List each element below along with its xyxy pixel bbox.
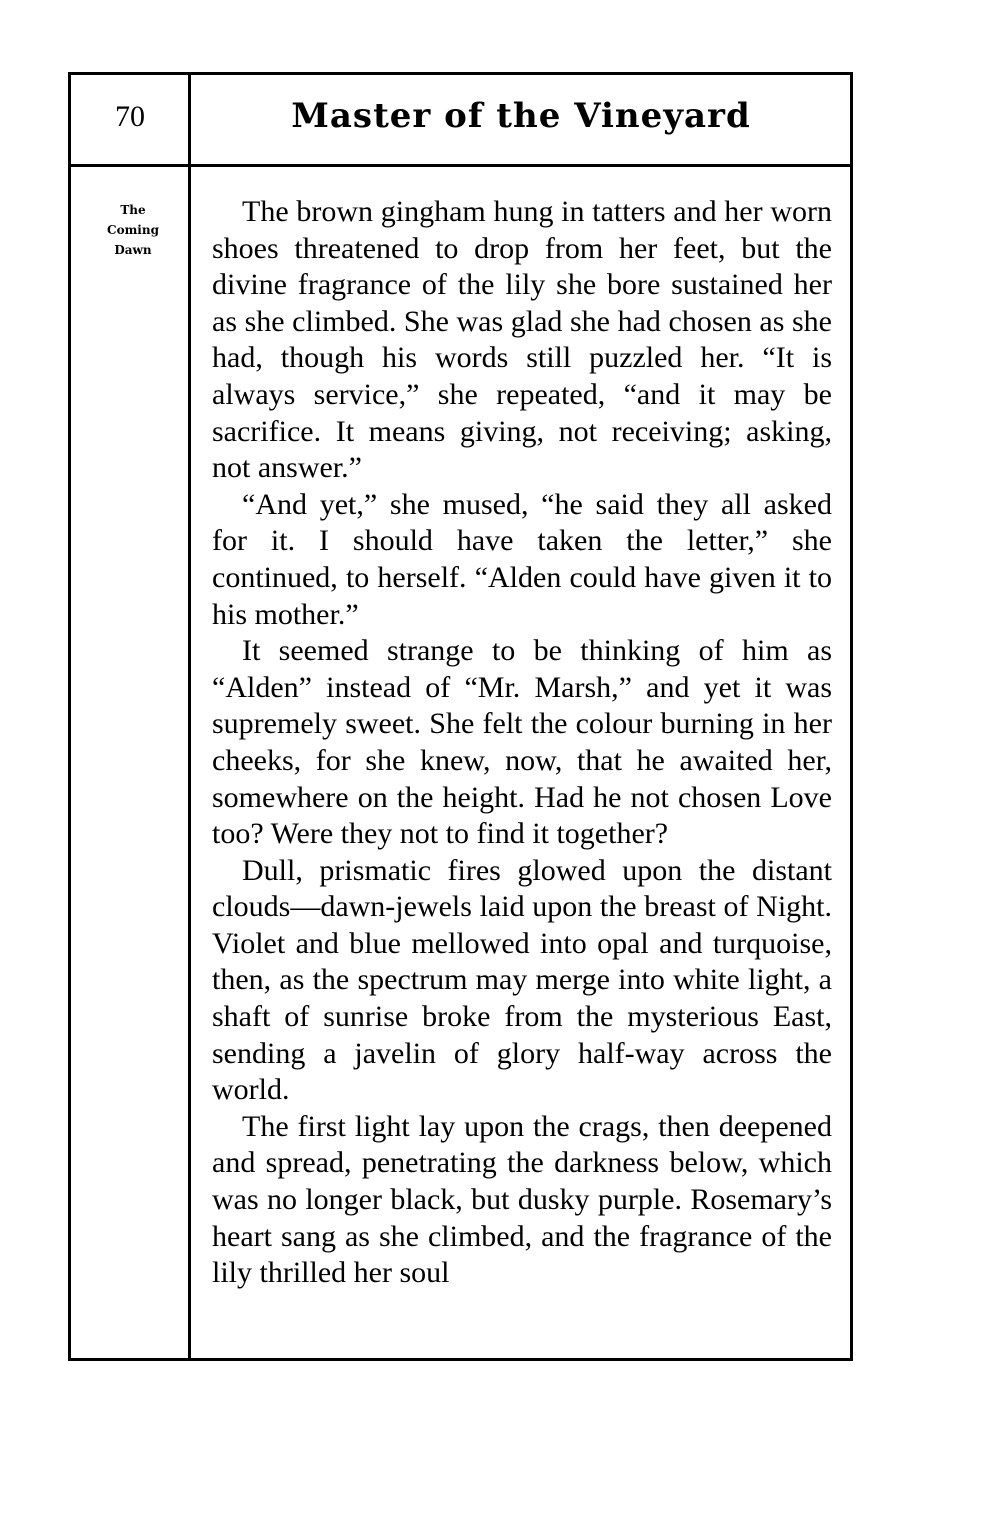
running-title: Master of the Vineyard: [291, 96, 751, 136]
paragraph: The first light lay upon the crags, then deepened and spread, penetrating the darkness below, which was no longer black, but dusky purple. Rosemary’s heart sang as she climbed, and the fragrance of the lily thrilled her soul: [212, 1109, 832, 1290]
paragraph: The brown gingham hung in tatters and her worn shoes threatened to drop from her feet, but the divine fragrance of the lily she bore sustained her as she climbed. She was glad she had chosen as she had, though his words still puzzled her. “It is always service,” she repeated, “and it may be sacrifice. It means giving, not receiving; asking, not answer.”: [212, 195, 832, 485]
side-note-line: The: [120, 203, 146, 217]
page-number: 70: [115, 100, 145, 133]
paragraph: It seemed strange to be thinking of him as “Alden” instead of “Mr. Marsh,” and yet it was supremely sweet. She felt the colour burning in her cheeks, for she knew, now, that he awaited her, somewhere on the height. Had he not chosen Love too? Were they not to find it together?: [212, 634, 832, 851]
paragraph: Dull, prismatic fires glowed upon the distant clouds—dawn-jewels laid upon the breast of Night. Violet and blue mellowed into opal and turquoise, then, as the spectrum may merge into white light, a shaft of sunrise broke from the mysterious East, sending a javelin of glory half-way across the world.: [212, 853, 832, 1107]
side-note: [80, 200, 186, 260]
paragraph: “And yet,” she mused, “he said they all asked for it. I should have taken the letter,” she continued, to herself. “Alden could have given it to his mother.”: [212, 487, 832, 631]
header-divider: [68, 164, 853, 167]
margin-divider: [188, 72, 191, 1361]
side-note-line: Coming: [107, 223, 159, 237]
side-note-line: Dawn: [114, 243, 152, 257]
body-text: [212, 194, 832, 1292]
